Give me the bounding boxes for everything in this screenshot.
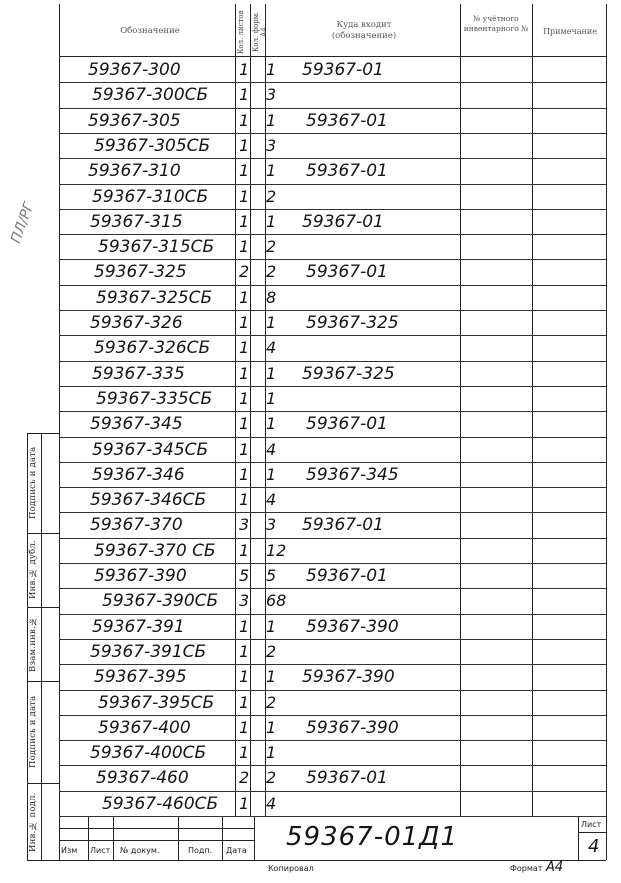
row-included-in: 59367-01 <box>306 768 388 789</box>
footer-format-value: А4 <box>546 860 564 875</box>
row-format: 1 <box>266 464 277 484</box>
row-divider <box>59 108 606 109</box>
row-format: 2 <box>266 186 277 206</box>
row-divider <box>59 285 606 286</box>
side-label-sign-date-1: Подпись и дата <box>28 446 38 520</box>
row-sheets: 1 <box>239 186 250 206</box>
row-sheets: 1 <box>239 110 250 130</box>
row-format: 2 <box>266 237 277 257</box>
row-format: 1 <box>266 414 277 434</box>
row-sheets: 1 <box>239 85 250 105</box>
row-sheets: 1 <box>239 135 250 155</box>
row-divider <box>59 765 606 766</box>
margin-scribble: ПЛ/РГ <box>8 200 38 246</box>
row-designation: 59367-310СБ <box>92 186 209 207</box>
row-format: 4 <box>266 439 277 459</box>
row-divider <box>59 715 606 716</box>
stamp-izm: Изм <box>61 846 78 855</box>
row-format: 2 <box>266 768 277 788</box>
row-divider <box>59 184 606 185</box>
row-format: 4 <box>266 793 277 813</box>
row-format: 3 <box>266 135 277 155</box>
row-sheets: 1 <box>239 161 250 181</box>
row-designation: 59367-390СБ <box>102 591 219 612</box>
row-designation: 59367-346 <box>92 464 185 485</box>
row-format: 68 <box>266 591 287 611</box>
row-format: 8 <box>266 287 277 307</box>
row-designation: 59367-391СБ <box>90 641 207 662</box>
row-included-in: 59367-390 <box>306 717 399 738</box>
row-sheets: 1 <box>239 363 250 383</box>
row-format: 1 <box>266 616 277 636</box>
row-designation: 59367-305СБ <box>94 135 211 156</box>
row-divider <box>59 437 606 438</box>
row-sheets: 1 <box>239 743 250 763</box>
row-divider <box>59 462 606 463</box>
row-sheets: 1 <box>239 237 250 257</box>
row-format: 4 <box>266 338 277 358</box>
row-designation: 59367-395СБ <box>98 692 215 713</box>
row-format: 2 <box>266 692 277 712</box>
row-designation: 59367-460СБ <box>102 793 219 814</box>
header-included-in: Куда входит (обозначение) <box>331 20 397 41</box>
stamp-sign: Подп. <box>188 846 213 855</box>
row-format: 1 <box>266 161 277 181</box>
side-label-sign-date-2: Подпись и дата <box>28 695 38 769</box>
row-divider <box>59 512 606 513</box>
row-designation: 59367-310 <box>88 161 181 182</box>
row-sheets: 1 <box>239 717 250 737</box>
row-divider <box>59 335 606 336</box>
row-sheets: 1 <box>239 287 250 307</box>
footer-copied: Копировал <box>268 864 314 873</box>
row-sheets: 1 <box>239 540 250 560</box>
stamp-date: Дата <box>226 846 247 855</box>
row-included-in: 59367-01 <box>306 414 388 435</box>
row-included-in: 59367-325 <box>302 363 395 384</box>
row-sheets: 1 <box>239 692 250 712</box>
row-included-in: 59367-01 <box>302 515 384 536</box>
row-format: 5 <box>266 566 277 585</box>
row-divider <box>59 158 606 159</box>
row-sheets: 1 <box>239 211 250 231</box>
row-designation: 59367-460 <box>96 768 189 789</box>
row-sheets: 1 <box>239 490 250 510</box>
row-included-in: 59367-390 <box>302 667 395 688</box>
side-label-replace-inv: Взам.инв.№ <box>28 615 38 673</box>
row-format: 1 <box>266 363 277 383</box>
row-included-in: 59367-325 <box>306 313 399 333</box>
row-divider <box>59 614 606 615</box>
row-format: 3 <box>266 85 277 105</box>
header-note: Примечание <box>543 27 597 36</box>
row-included-in: 59367-01 <box>306 110 388 131</box>
row-designation: 59367-370 СБ <box>94 540 216 561</box>
row-designation: 59367-335СБ <box>96 388 213 409</box>
row-included-in: 59367-01 <box>306 161 388 182</box>
row-divider <box>59 740 606 741</box>
stamp-doc-no: № докум. <box>120 846 160 855</box>
row-divider <box>59 791 606 792</box>
row-divider <box>59 487 606 488</box>
row-format: 1 <box>266 110 277 130</box>
row-divider <box>59 386 606 387</box>
row-sheets: 1 <box>239 388 250 408</box>
row-sheets: 2 <box>239 262 250 282</box>
row-sheets: 1 <box>239 60 250 79</box>
row-designation: 59367-395 <box>94 667 187 688</box>
row-sheets: 1 <box>239 439 250 459</box>
row-included-in: 59367-345 <box>306 464 399 485</box>
side-label-inv-orig: Инв.№ подл. <box>28 792 38 852</box>
header-designation: Обозначение <box>120 26 180 36</box>
row-sheets: 2 <box>239 768 250 788</box>
header-sheets-count: Кол. листов <box>237 10 245 54</box>
row-designation: 59367-346СБ <box>90 490 207 511</box>
row-included-in: 59367-390 <box>306 616 399 637</box>
row-format: 1 <box>266 388 277 408</box>
row-sheets: 1 <box>239 464 250 484</box>
row-designation: 59367-325 <box>94 262 187 283</box>
row-designation: 59367-400 <box>98 717 191 738</box>
row-divider <box>59 133 606 134</box>
stamp-sheet-label: Лист <box>581 820 602 829</box>
row-sheets: 3 <box>239 515 250 535</box>
row-divider <box>59 411 606 412</box>
side-label-inv-dup: Инв.№ дубл. <box>28 540 38 600</box>
row-divider <box>59 588 606 589</box>
row-divider <box>59 310 606 311</box>
row-sheets: 1 <box>239 793 250 813</box>
row-designation: 59367-335 <box>92 363 185 384</box>
row-format: 1 <box>266 313 277 332</box>
row-designation: 59367-326 <box>90 313 183 333</box>
header-format-count: Кол. форм. А4 <box>252 11 268 53</box>
row-included-in: 59367-01 <box>306 262 388 283</box>
row-designation: 59367-390 <box>94 566 187 586</box>
row-designation: 59367-345 <box>90 414 183 435</box>
row-designation: 59367-315СБ <box>98 237 215 258</box>
row-format: 2 <box>266 641 277 661</box>
row-format: 3 <box>266 515 277 535</box>
row-designation: 59367-300СБ <box>92 85 209 106</box>
row-designation: 59367-370 <box>90 515 183 536</box>
row-divider <box>59 209 606 210</box>
row-sheets: 1 <box>239 641 250 661</box>
row-sheets: 5 <box>239 566 250 585</box>
row-format: 2 <box>266 262 277 282</box>
row-designation: 59367-305 <box>88 110 181 131</box>
row-format: 12 <box>266 540 287 560</box>
row-sheets: 1 <box>239 414 250 434</box>
row-designation: 59367-391 <box>92 616 185 637</box>
row-designation: 59367-345СБ <box>92 439 209 460</box>
document-code: 59367-01Д1 <box>286 822 459 852</box>
row-divider <box>59 563 606 564</box>
row-format: 1 <box>266 717 277 737</box>
row-sheets: 1 <box>239 616 250 636</box>
row-divider <box>59 664 606 665</box>
row-divider <box>59 816 606 817</box>
row-designation: 59367-325СБ <box>96 287 213 308</box>
row-designation: 59367-326СБ <box>94 338 211 359</box>
row-format: 1 <box>266 667 277 687</box>
row-format: 4 <box>266 490 277 510</box>
row-included-in: 59367-01 <box>306 566 388 586</box>
row-divider <box>59 361 606 362</box>
row-designation: 59367-400СБ <box>90 743 207 764</box>
row-format: 1 <box>266 743 277 763</box>
row-divider <box>59 690 606 691</box>
stamp-sheet-number: 4 <box>588 836 600 857</box>
row-divider <box>59 259 606 260</box>
row-designation: 59367-300 <box>88 60 181 80</box>
row-divider <box>59 234 606 235</box>
row-included-in: 59367-01 <box>302 60 384 80</box>
row-divider <box>59 538 606 539</box>
row-divider <box>59 639 606 640</box>
row-sheets: 1 <box>239 338 250 358</box>
row-sheets: 1 <box>239 313 250 332</box>
row-format: 1 <box>266 60 277 79</box>
row-sheets: 3 <box>239 591 250 611</box>
row-format: 1 <box>266 211 277 231</box>
stamp-list: Лист <box>90 846 111 855</box>
header-inventory-no: № учётного инвентарного № <box>463 14 529 33</box>
footer-format-label: Формат <box>510 864 543 873</box>
row-designation: 59367-315 <box>90 211 183 232</box>
row-included-in: 59367-01 <box>302 211 384 232</box>
row-sheets: 1 <box>239 667 250 687</box>
row-divider <box>59 82 606 83</box>
